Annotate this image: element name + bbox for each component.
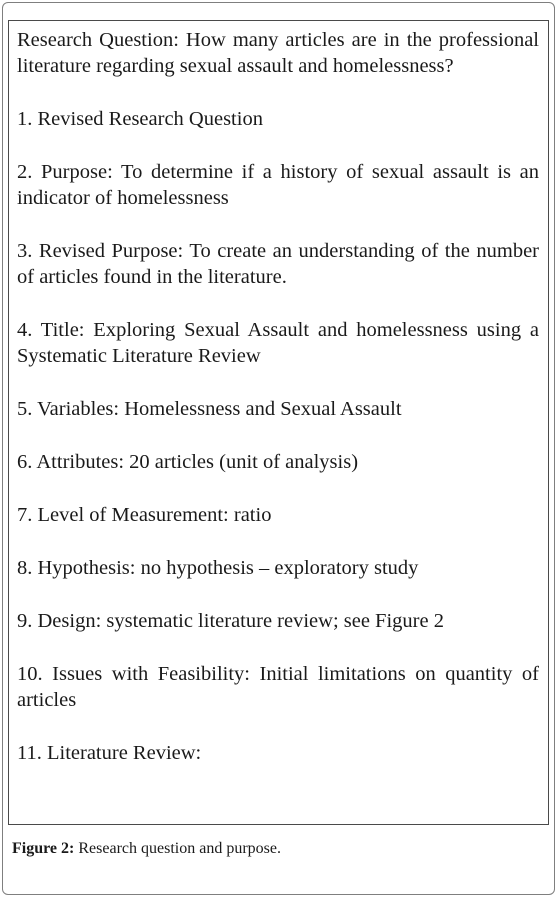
- caption-label: Figure 2:: [12, 840, 75, 857]
- item-issues-with-feasibility: 10. Issues with Feasibility: Initial limitations on quantity of articles: [17, 663, 539, 711]
- item-revised-purpose: 3. Revised Purpose: To create an understanding of the number of articles found in the literature.: [17, 240, 539, 288]
- figure-caption: [12, 840, 281, 858]
- text-box-content: [17, 27, 539, 766]
- item-purpose: 2. Purpose: To determine if a history of sexual assault is an indicator of homelessness: [17, 161, 539, 209]
- item-variables: 5. Variables: Homelessness and Sexual Assault: [17, 398, 402, 420]
- item-attributes: 6. Attributes: 20 articles (unit of analysis): [17, 451, 359, 473]
- research-question: Research Question: How many articles are in the professional literature regarding sexual assault and homelessness?: [17, 29, 539, 77]
- item-revised-research-question: 1. Revised Research Question: [17, 108, 263, 130]
- caption-text: Research question and purpose.: [74, 840, 281, 857]
- item-hypothesis: 8. Hypothesis: no hypothesis – exploratory study: [17, 557, 419, 579]
- item-title: 4. Title: Exploring Sexual Assault and homelessness using a Systematic Literature Review: [17, 319, 539, 367]
- item-level-of-measurement: 7. Level of Measurement: ratio: [17, 504, 272, 526]
- item-literature-review: 11. Literature Review:: [17, 742, 202, 764]
- item-design: 9. Design: systematic literature review; see Figure 2: [17, 610, 444, 632]
